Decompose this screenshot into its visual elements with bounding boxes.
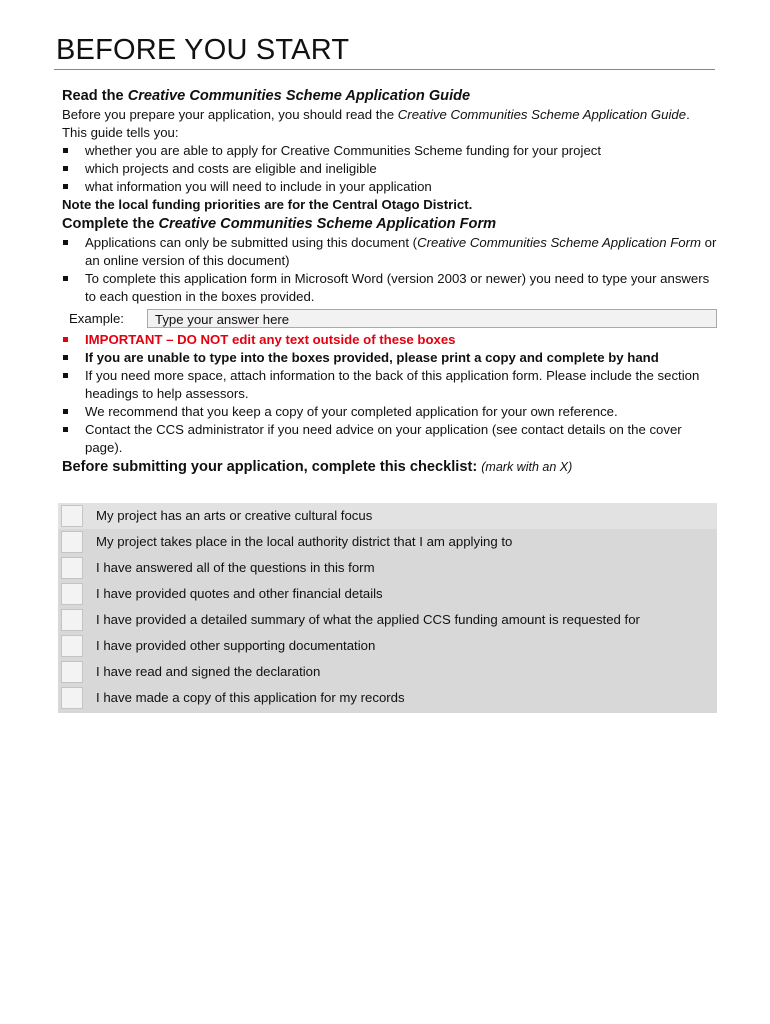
checklist-table	[58, 503, 717, 713]
list-item-text: whether you are able to apply for Creative Communities Scheme funding for your project	[85, 143, 602, 158]
list-item-text: Applications can only be submitted using this document (	[85, 235, 418, 250]
checklist-row	[58, 503, 717, 529]
section-complete-form-heading	[62, 214, 717, 234]
checklist-row	[58, 685, 717, 711]
list-item-text: IMPORTANT – DO NOT edit any text outside of these boxes	[85, 332, 456, 347]
list-item	[62, 367, 717, 403]
list-item	[62, 403, 717, 421]
checklist-checkbox[interactable]	[61, 609, 83, 631]
list-item	[62, 160, 717, 178]
list-item-text: Contact the CCS administrator if you need advice on your application (see contact details on the cover page).	[85, 422, 682, 455]
section-read-guide-heading	[62, 86, 717, 106]
form-rules-list	[62, 331, 717, 457]
bullet-icon	[63, 409, 68, 414]
checklist-label: I have provided other supporting documentation	[96, 638, 376, 653]
important-warning	[62, 331, 717, 349]
heading-text: Before submitting your application, complete this checklist:	[62, 459, 478, 475]
heading-italic-text: Creative Communities Scheme Application Guide	[127, 88, 471, 104]
intro-text-end: . This guide tells you:	[62, 107, 690, 140]
list-item-text: which projects and costs are eligible and ineligible	[85, 161, 377, 176]
checklist-checkbox[interactable]	[61, 635, 83, 657]
checklist-checkbox[interactable]	[61, 531, 83, 553]
bullet-icon	[63, 276, 68, 281]
list-item-text: If you need more space, attach information to the back of this application form. Please include the section headings to help assessors.	[85, 368, 700, 401]
bullet-icon	[63, 355, 68, 360]
guide-bullet-list	[62, 142, 717, 196]
checklist-label: My project has an arts or creative cultural focus	[96, 508, 373, 523]
section-checklist-heading	[62, 457, 717, 477]
checklist-label: My project takes place in the local authority district that I am applying to	[96, 534, 513, 549]
checklist-checkbox[interactable]	[61, 661, 83, 683]
bullet-icon	[63, 184, 68, 189]
checklist-row	[58, 555, 717, 581]
bullet-icon	[63, 337, 68, 342]
list-item-text: If you are unable to type into the boxes provided, please print a copy and complete by hand	[85, 350, 659, 365]
title-divider	[54, 69, 715, 70]
list-item	[62, 421, 717, 457]
checklist-row	[58, 529, 717, 555]
list-item-text: We recommend that you keep a copy of your completed application for your own reference.	[85, 404, 618, 419]
checklist-row	[58, 659, 717, 685]
page-title: BEFORE YOU START	[56, 34, 350, 66]
intro-italic-text: Creative Communities Scheme Application Guide	[397, 107, 687, 122]
bullet-icon	[63, 240, 68, 245]
list-item-italic-text: Creative Communities Scheme Application Form	[417, 235, 701, 250]
list-item-text: what information you will need to include in your application	[85, 179, 432, 194]
checklist-label: I have provided quotes and other financial details	[96, 586, 383, 601]
checklist-checkbox[interactable]	[61, 505, 83, 527]
example-label: Example:	[69, 310, 124, 326]
list-item	[62, 234, 717, 270]
guide-intro	[62, 106, 717, 142]
checklist-checkbox[interactable]	[61, 583, 83, 605]
example-row	[62, 309, 717, 328]
form-instructions-list	[62, 234, 717, 306]
heading-subtext: (mark with an X)	[481, 460, 573, 474]
checklist-row	[58, 633, 717, 659]
checklist-checkbox[interactable]	[61, 557, 83, 579]
checklist-row	[58, 607, 717, 633]
heading-text: Read the	[62, 88, 128, 104]
checklist-checkbox[interactable]	[61, 687, 83, 709]
bullet-icon	[63, 166, 68, 171]
bullet-icon	[63, 427, 68, 432]
list-item	[62, 142, 717, 160]
list-item	[62, 270, 717, 306]
list-item-text: To complete this application form in Microsoft Word (version 2003 or newer) you need to type your answers to each question in the boxes provided.	[85, 271, 710, 304]
checklist-label: I have answered all of the questions in this form	[96, 560, 375, 575]
heading-text: Complete the	[62, 216, 159, 232]
list-item	[62, 178, 717, 196]
heading-italic-text: Creative Communities Scheme Application Form	[158, 216, 497, 232]
checklist-row	[58, 581, 717, 607]
checklist-label: I have read and signed the declaration	[96, 664, 321, 679]
main-content	[62, 86, 717, 477]
list-item-text-end: or an online version of this document)	[85, 235, 717, 268]
list-item	[62, 349, 717, 367]
bullet-icon	[63, 373, 68, 378]
intro-text: Before you prepare your application, you should read the	[62, 107, 398, 122]
bullet-icon	[63, 148, 68, 153]
checklist-label: I have made a copy of this application for my records	[96, 690, 405, 705]
checklist-label: I have provided a detailed summary of what the applied CCS funding amount is requested for	[96, 612, 640, 627]
funding-priorities-note: Note the local funding priorities are for the Central Otago District.	[62, 197, 473, 212]
example-answer-field[interactable]: Type your answer here	[147, 309, 717, 328]
